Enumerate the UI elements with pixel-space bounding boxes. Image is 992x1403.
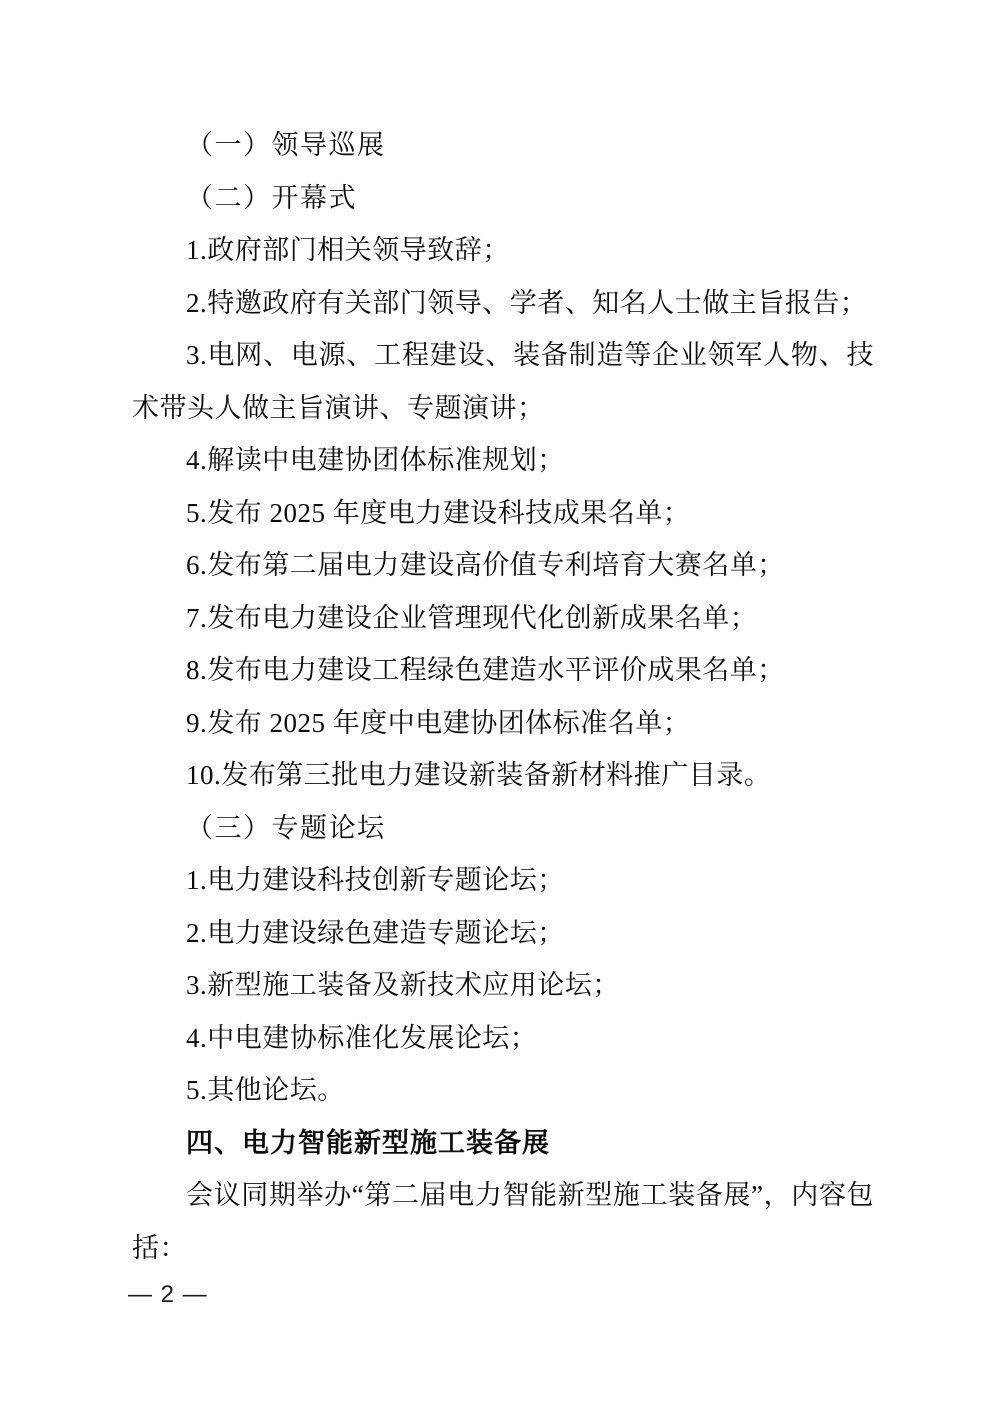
paragraph: 5.发布 2025 年度电力建设科技成果名单；: [186, 497, 691, 528]
section-subheading: （二）开幕式: [186, 182, 357, 213]
paragraph: 3.新型施工装备及新技术应用论坛；: [186, 970, 620, 1000]
paragraph: 2.电力建设绿色建造专题论坛；: [186, 917, 565, 948]
paragraph: 7.发布电力建设企业管理现代化创新成果名单；: [186, 602, 758, 633]
document-body: [132, 119, 874, 1274]
paragraph: 8.发布电力建设工程绿色建造水平评价成果名单；: [186, 655, 785, 685]
paragraph: 10.发布第三批电力建设新装备新材料推广目录。: [186, 760, 772, 790]
paragraph: 2.特邀政府有关部门领导、学者、知名人士做主旨报告；: [186, 287, 868, 318]
paragraph: 3.电网、电源、工程建设、装备制造等企业领军人物、技术带头人做主旨演讲、专题演讲；: [132, 340, 874, 423]
paragraph: 6.发布第二届电力建设高价值专利培育大赛名单；: [186, 550, 785, 580]
paragraph: 5.其他论坛。: [186, 1075, 345, 1105]
paragraph: 4.解读中电建协团体标准规划；: [186, 445, 565, 475]
section-subheading: （三）专题论坛: [186, 812, 386, 843]
paragraph: 1.政府部门相关领导致辞；: [186, 235, 510, 265]
paragraph: 4.中电建协标准化发展论坛；: [186, 1022, 538, 1053]
section-heading: 四、电力智能新型施工装备展: [186, 1127, 550, 1158]
paragraph: 会议同期举办“第二届电力智能新型施工装备展”，内容包括：: [132, 1180, 874, 1263]
section-subheading: （一）领导巡展: [186, 130, 386, 160]
page-number: — 2 —: [128, 1281, 208, 1308]
paragraph: 9.发布 2025 年度中电建协团体标准名单；: [186, 707, 691, 738]
paragraph: 1.电力建设科技创新专题论坛；: [186, 865, 565, 895]
